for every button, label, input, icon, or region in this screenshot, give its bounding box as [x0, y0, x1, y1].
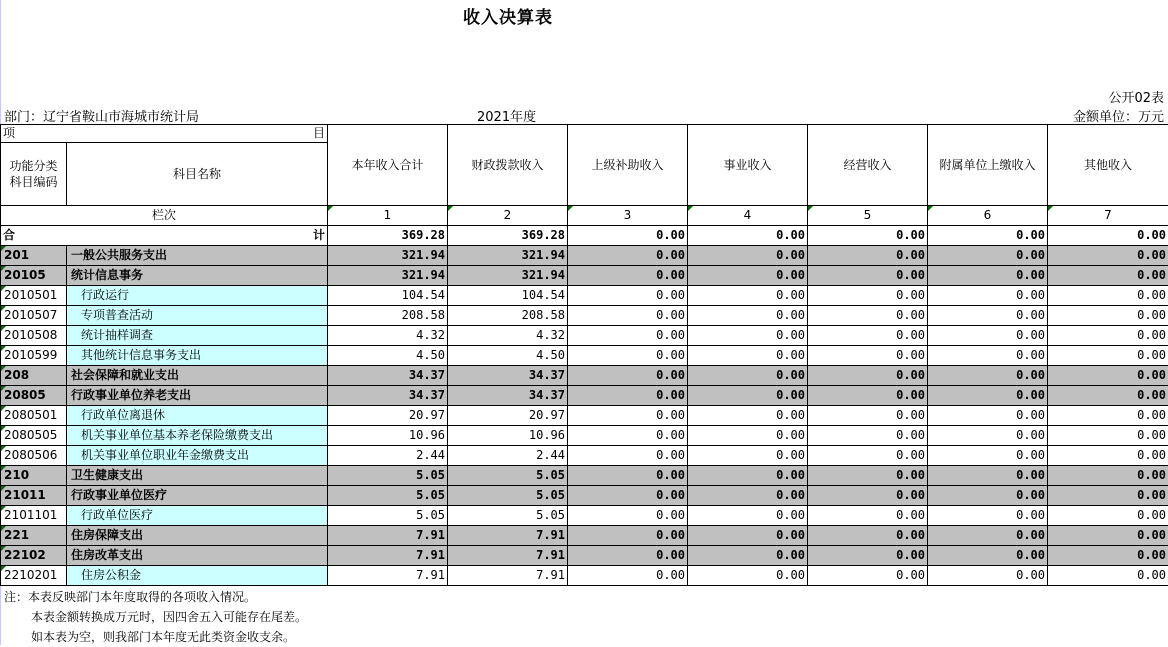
row-value: 7.91 — [328, 546, 448, 566]
row-value: 0.00 — [1048, 366, 1168, 386]
row-value: 4.32 — [448, 326, 568, 346]
row-code: 22102 — [1, 546, 67, 566]
row-name: 行政事业单位养老支出 — [67, 386, 328, 406]
row-value: 0.00 — [928, 526, 1048, 546]
row-value: 321.94 — [328, 246, 448, 266]
row-code: 2010599 — [1, 346, 67, 366]
row-name: 统计信息事务 — [67, 266, 328, 286]
row-value: 0.00 — [928, 506, 1048, 526]
row-value: 0.00 — [928, 286, 1048, 306]
row-value: 0.00 — [568, 426, 688, 446]
row-value: 20.97 — [328, 406, 448, 426]
row-name: 行政运行 — [67, 286, 328, 306]
name-header: 科目名称 — [67, 143, 328, 206]
row-value: 34.37 — [328, 386, 448, 406]
row-value: 0.00 — [928, 466, 1048, 486]
row-value: 0.00 — [1048, 286, 1168, 306]
total-value: 0.00 — [928, 226, 1048, 246]
row-code: 20805 — [1, 386, 67, 406]
total-value: 0.00 — [808, 226, 928, 246]
total-value: 369.28 — [328, 226, 448, 246]
row-code: 2080506 — [1, 446, 67, 466]
row-value: 0.00 — [808, 346, 928, 366]
row-value: 0.00 — [928, 546, 1048, 566]
table-row — [1, 266, 1168, 286]
row-name: 一般公共服务支出 — [67, 246, 328, 266]
row-value: 0.00 — [1048, 246, 1168, 266]
row-code: 2010508 — [1, 326, 67, 346]
col-number-1: 1 — [328, 206, 448, 226]
row-value: 0.00 — [808, 386, 928, 406]
col-header-1: 本年收入合计 — [328, 125, 448, 206]
table-row — [1, 486, 1168, 506]
col-number-4: 4 — [688, 206, 808, 226]
row-value: 0.00 — [928, 346, 1048, 366]
col-header-7: 其他收入 — [1048, 125, 1168, 206]
row-value: 0.00 — [928, 566, 1048, 586]
row-value: 104.54 — [328, 286, 448, 306]
row-value: 0.00 — [928, 246, 1048, 266]
department-label: 部门：辽宁省鞍山市海城市统计局 — [4, 106, 199, 125]
row-value: 0.00 — [568, 406, 688, 426]
row-code: 201 — [1, 246, 67, 266]
table-row — [1, 466, 1168, 486]
row-value: 0.00 — [568, 246, 688, 266]
row-value: 0.00 — [928, 266, 1048, 286]
income-table — [0, 124, 1168, 586]
row-value: 0.00 — [808, 566, 928, 586]
row-value: 0.00 — [688, 506, 808, 526]
row-value: 0.00 — [568, 306, 688, 326]
row-name: 专项普查活动 — [67, 306, 328, 326]
table-row — [1, 286, 1168, 306]
row-value: 0.00 — [688, 346, 808, 366]
table-row — [1, 406, 1168, 426]
row-value: 0.00 — [808, 266, 928, 286]
total-value: 0.00 — [1048, 226, 1168, 246]
row-value: 321.94 — [448, 246, 568, 266]
item-header-cell — [1, 125, 328, 143]
row-value: 7.91 — [328, 566, 448, 586]
row-value: 0.00 — [568, 526, 688, 546]
note-line: 注：本表反映部门本年度取得的各项收入情况。 — [4, 587, 307, 607]
note-line: 如本表为空，则我部门本年度无此类资金收支余。 — [4, 627, 307, 647]
table-row — [1, 366, 1168, 386]
table-row — [1, 506, 1168, 526]
row-value: 0.00 — [688, 486, 808, 506]
row-code: 21011 — [1, 486, 67, 506]
table-row — [1, 566, 1168, 586]
row-value: 321.94 — [448, 266, 568, 286]
row-code: 208 — [1, 366, 67, 386]
row-value: 0.00 — [1048, 446, 1168, 466]
row-value: 0.00 — [1048, 486, 1168, 506]
row-value: 0.00 — [1048, 426, 1168, 446]
row-value: 0.00 — [808, 406, 928, 426]
row-value: 0.00 — [1048, 466, 1168, 486]
row-value: 0.00 — [808, 246, 928, 266]
row-value: 10.96 — [448, 426, 568, 446]
row-value: 0.00 — [1048, 386, 1168, 406]
table-row — [1, 346, 1168, 366]
row-name: 行政单位离退休 — [67, 406, 328, 426]
row-value: 5.05 — [328, 486, 448, 506]
row-value: 4.50 — [448, 346, 568, 366]
row-value: 0.00 — [568, 546, 688, 566]
row-value: 0.00 — [1048, 406, 1168, 426]
table-row — [1, 526, 1168, 546]
row-value: 0.00 — [1048, 266, 1168, 286]
row-value: 0.00 — [688, 326, 808, 346]
row-value: 0.00 — [688, 306, 808, 326]
row-value: 0.00 — [1048, 506, 1168, 526]
row-value: 0.00 — [808, 326, 928, 346]
col-number-2: 2 — [448, 206, 568, 226]
row-value: 34.37 — [328, 366, 448, 386]
row-value: 0.00 — [568, 326, 688, 346]
row-value: 208.58 — [328, 306, 448, 326]
row-value: 0.00 — [568, 386, 688, 406]
row-name: 卫生健康支出 — [67, 466, 328, 486]
notes-block — [4, 587, 307, 647]
row-name: 社会保障和就业支出 — [67, 366, 328, 386]
col-header-2: 财政拨款收入 — [448, 125, 568, 206]
row-value: 4.50 — [328, 346, 448, 366]
row-value: 0.00 — [568, 266, 688, 286]
row-value: 0.00 — [568, 506, 688, 526]
row-value: 0.00 — [568, 486, 688, 506]
row-value: 7.91 — [328, 526, 448, 546]
row-name: 住房公积金 — [67, 566, 328, 586]
row-value: 5.05 — [448, 486, 568, 506]
item-label-right: 目 — [313, 125, 325, 142]
col-header-3: 上级补助收入 — [568, 125, 688, 206]
row-name: 住房改革支出 — [67, 546, 328, 566]
row-index-label: 栏次 — [1, 206, 328, 226]
row-value: 0.00 — [808, 486, 928, 506]
row-name: 其他统计信息事务支出 — [67, 346, 328, 366]
row-value: 0.00 — [688, 266, 808, 286]
row-value: 0.00 — [808, 466, 928, 486]
total-value: 369.28 — [448, 226, 568, 246]
row-value: 5.05 — [328, 466, 448, 486]
row-value: 5.05 — [328, 506, 448, 526]
row-value: 104.54 — [448, 286, 568, 306]
code-header: 功能分类 科目编码 — [1, 143, 67, 206]
row-value: 0.00 — [808, 506, 928, 526]
row-value: 321.94 — [328, 266, 448, 286]
total-value: 0.00 — [688, 226, 808, 246]
row-value: 0.00 — [928, 426, 1048, 446]
row-value: 5.05 — [448, 506, 568, 526]
row-code: 2101101 — [1, 506, 67, 526]
row-value: 0.00 — [808, 306, 928, 326]
row-value: 0.00 — [1048, 306, 1168, 326]
row-name: 统计抽样调查 — [67, 326, 328, 346]
row-code: 2010507 — [1, 306, 67, 326]
row-value: 0.00 — [688, 426, 808, 446]
row-value: 0.00 — [568, 566, 688, 586]
col-header-6: 附属单位上缴收入 — [928, 125, 1048, 206]
row-value: 0.00 — [1048, 546, 1168, 566]
row-code: 221 — [1, 526, 67, 546]
col-number-6: 6 — [928, 206, 1048, 226]
table-row — [1, 246, 1168, 266]
row-value: 0.00 — [688, 246, 808, 266]
total-label — [1, 226, 328, 246]
row-value: 7.91 — [448, 546, 568, 566]
row-value: 0.00 — [688, 366, 808, 386]
row-value: 0.00 — [808, 526, 928, 546]
row-value: 0.00 — [928, 366, 1048, 386]
row-value: 0.00 — [688, 566, 808, 586]
item-label: 项 — [3, 126, 15, 140]
fiscal-year: 2021年度 — [477, 106, 536, 125]
table-row — [1, 546, 1168, 566]
row-value: 0.00 — [688, 546, 808, 566]
row-value: 0.00 — [808, 426, 928, 446]
column-number-row — [1, 206, 1168, 226]
col-number-7: 7 — [1048, 206, 1168, 226]
row-value: 34.37 — [448, 386, 568, 406]
row-value: 0.00 — [568, 286, 688, 306]
row-value: 0.00 — [568, 346, 688, 366]
row-value: 0.00 — [1048, 346, 1168, 366]
row-value: 0.00 — [808, 546, 928, 566]
row-value: 0.00 — [1048, 326, 1168, 346]
row-value: 208.58 — [448, 306, 568, 326]
total-row — [1, 226, 1168, 246]
row-code: 2080505 — [1, 426, 67, 446]
row-value: 0.00 — [928, 406, 1048, 426]
total-label-right: 计 — [313, 226, 325, 245]
row-value: 0.00 — [688, 406, 808, 426]
row-code: 2210201 — [1, 566, 67, 586]
row-value: 0.00 — [1048, 566, 1168, 586]
row-value: 0.00 — [688, 386, 808, 406]
row-name: 行政单位医疗 — [67, 506, 328, 526]
row-value: 0.00 — [808, 446, 928, 466]
row-name: 机关事业单位基本养老保险缴费支出 — [67, 426, 328, 446]
form-number: 公开02表 — [1108, 87, 1164, 106]
row-value: 7.91 — [448, 526, 568, 546]
row-code: 20105 — [1, 266, 67, 286]
row-value: 0.00 — [928, 326, 1048, 346]
row-name: 机关事业单位职业年金缴费支出 — [67, 446, 328, 466]
row-code: 2080501 — [1, 406, 67, 426]
row-value: 0.00 — [928, 306, 1048, 326]
total-value: 0.00 — [568, 226, 688, 246]
page-title: 收入决算表 — [0, 3, 1016, 28]
row-value: 0.00 — [688, 466, 808, 486]
amount-unit: 金额单位：万元 — [1073, 106, 1164, 125]
row-code: 2010501 — [1, 286, 67, 306]
col-header-4: 事业收入 — [688, 125, 808, 206]
row-value: 4.32 — [328, 326, 448, 346]
row-value: 0.00 — [1048, 526, 1168, 546]
header-row-item — [1, 125, 1168, 143]
table-row — [1, 426, 1168, 446]
row-name: 行政事业单位医疗 — [67, 486, 328, 506]
row-value: 2.44 — [448, 446, 568, 466]
row-value: 34.37 — [448, 366, 568, 386]
row-code: 210 — [1, 466, 67, 486]
col-header-5: 经营收入 — [808, 125, 928, 206]
row-value: 0.00 — [808, 286, 928, 306]
col-number-3: 3 — [568, 206, 688, 226]
table-row — [1, 306, 1168, 326]
row-value: 0.00 — [688, 286, 808, 306]
row-value: 7.91 — [448, 566, 568, 586]
row-value: 0.00 — [688, 446, 808, 466]
row-value: 0.00 — [568, 466, 688, 486]
total-label-left: 合 — [3, 228, 15, 242]
row-value: 2.44 — [328, 446, 448, 466]
row-value: 0.00 — [568, 366, 688, 386]
row-value: 0.00 — [688, 526, 808, 546]
row-value: 20.97 — [448, 406, 568, 426]
col-number-5: 5 — [808, 206, 928, 226]
row-value: 10.96 — [328, 426, 448, 446]
row-value: 0.00 — [928, 386, 1048, 406]
table-row — [1, 386, 1168, 406]
row-value: 0.00 — [808, 366, 928, 386]
row-value: 0.00 — [928, 446, 1048, 466]
row-value: 0.00 — [568, 446, 688, 466]
table-row — [1, 446, 1168, 466]
row-name: 住房保障支出 — [67, 526, 328, 546]
note-line: 本表金额转换成万元时，因四舍五入可能存在尾差。 — [4, 607, 307, 627]
row-value: 5.05 — [448, 466, 568, 486]
table-row — [1, 326, 1168, 346]
row-value: 0.00 — [928, 486, 1048, 506]
